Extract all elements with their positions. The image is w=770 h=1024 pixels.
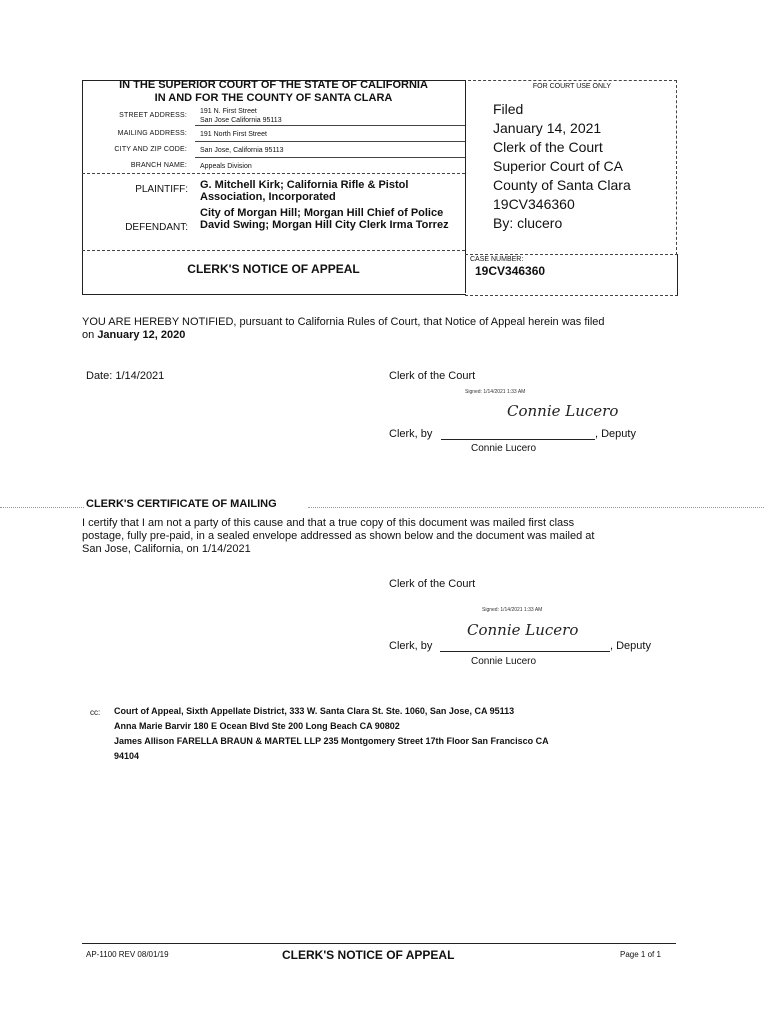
filed-line: Clerk of the Court — [493, 139, 603, 155]
signature-line — [441, 439, 595, 440]
mailing-address-label: MAILING ADDRESS: — [117, 130, 187, 137]
defendant-label: DEFENDANT: — [125, 222, 188, 233]
date-label: Date: — [86, 370, 113, 382]
separator — [82, 250, 465, 251]
clerk-of-court: Clerk of the Court — [389, 370, 476, 382]
dotted-rule — [308, 507, 764, 508]
cc-label: cc: — [90, 708, 101, 717]
dotted-rule — [0, 507, 84, 508]
cc-recipient: 94104 — [114, 751, 140, 761]
clerk-by-label: Clerk, by — [389, 428, 433, 440]
notice-title: CLERK'S NOTICE OF APPEAL — [187, 262, 360, 276]
certificate-title: CLERK'S CERTIFICATE OF MAILING — [86, 498, 277, 510]
city-zip-label: CITY AND ZIP CODE: — [114, 146, 187, 153]
court-title-line-2: IN AND FOR THE COUNTY OF SANTA CLARA — [154, 92, 393, 104]
notice-line-1: YOU ARE HEREBY NOTIFIED, pursuant to California Rules of Court, that Notice of Appeal herein was filed — [82, 316, 605, 328]
notice-text — [82, 316, 682, 342]
case-number-label: CASE NUMBER: — [470, 256, 524, 263]
page-number: Page 1 of 1 — [620, 950, 661, 959]
signed-meta: Signed: 1/14/2021 1:33 AM — [482, 607, 543, 613]
clerk-signature: Connie Lucero — [507, 402, 619, 420]
notice-on: on — [82, 329, 95, 341]
filed-line: 19CV346360 — [493, 196, 575, 212]
separator — [195, 125, 465, 126]
form-id: AP-1100 REV 08/01/19 — [86, 950, 169, 959]
signed-meta: Signed: 1/14/2021 1:33 AM — [465, 389, 526, 395]
signature-line — [440, 651, 610, 652]
certificate-line-3: San Jose, California, on 1/14/2021 — [82, 543, 251, 555]
branch-name-label: BRANCH NAME: — [130, 162, 187, 169]
certificate-line-2: postage, fully pre-paid, in a sealed envelope addressed as shown below and the document was mailed at — [82, 530, 595, 542]
clerk-by-label: Clerk, by — [389, 640, 433, 652]
defendant-value: City of Morgan Hill; Morgan Hill Chief of Police David Swing; Morgan Hill City Clerk Irma Torrez — [200, 207, 449, 231]
filed-line: By: clucero — [493, 215, 563, 231]
city-zip-value: San Jose, California 95113 — [200, 147, 284, 154]
deputy-label: , Deputy — [595, 428, 636, 440]
date-value: 1/14/2021 — [115, 370, 165, 382]
mailing-address-value: 191 North First Street — [200, 131, 267, 138]
separator — [82, 173, 465, 174]
filed-line: Filed — [493, 101, 524, 117]
case-number: 19CV346360 — [475, 264, 546, 278]
clerk-of-court: Clerk of the Court — [389, 578, 476, 590]
filed-line: Superior Court of CA — [493, 158, 623, 174]
separator — [195, 157, 465, 158]
plaintiff-value: G. Mitchell Kirk; California Rifle & Pistol Association, Incorporated — [200, 179, 409, 203]
street-address-line-1: 191 N. First Street — [200, 108, 257, 115]
printed-name: Connie Lucero — [471, 656, 537, 667]
cc-recipient: Anna Marie Barvir 180 E Ocean Blvd Ste 200 Long Beach CA 90802 — [114, 721, 400, 731]
branch-name-value: Appeals Division — [200, 163, 252, 170]
street-address-value — [200, 107, 282, 125]
cc-recipient: Court of Appeal, Sixth Appellate District, 333 W. Santa Clara St. Ste. 1060, San Jose, CA 95113 — [114, 706, 515, 716]
filed-line: January 14, 2021 — [493, 120, 602, 136]
street-address-line-2: San Jose California 95113 — [200, 117, 282, 124]
court-title-line-1: IN THE SUPERIOR COURT OF THE STATE OF CALIFORNIA — [119, 79, 428, 91]
filed-line: County of Santa Clara — [493, 177, 631, 193]
court-title — [82, 79, 465, 105]
clerk-signature: Connie Lucero — [467, 621, 579, 639]
printed-name: Connie Lucero — [471, 443, 537, 454]
certificate-line-1: I certify that I am not a party of this cause and that a true copy of this document was mailed first class — [82, 517, 575, 529]
cc-list — [114, 704, 674, 764]
cc-recipient: James Allison FARELLA BRAUN & MARTEL LLP 235 Montgomery Street 17th Floor San Francisco CA — [114, 736, 549, 746]
certificate-text — [82, 517, 682, 556]
court-use-label: FOR COURT USE ONLY — [532, 83, 612, 90]
deputy-label: , Deputy — [610, 640, 651, 652]
footer-title: CLERK'S NOTICE OF APPEAL — [282, 948, 455, 962]
footer-rule — [82, 943, 676, 944]
filed-stamp — [493, 100, 631, 233]
plaintiff-label: PLAINTIFF: — [135, 184, 188, 195]
notice-date-filed: January 12, 2020 — [97, 329, 186, 341]
street-address-label: STREET ADDRESS: — [119, 112, 187, 119]
date-block — [86, 370, 164, 383]
notice-line-2 — [82, 329, 682, 342]
separator — [195, 141, 465, 142]
